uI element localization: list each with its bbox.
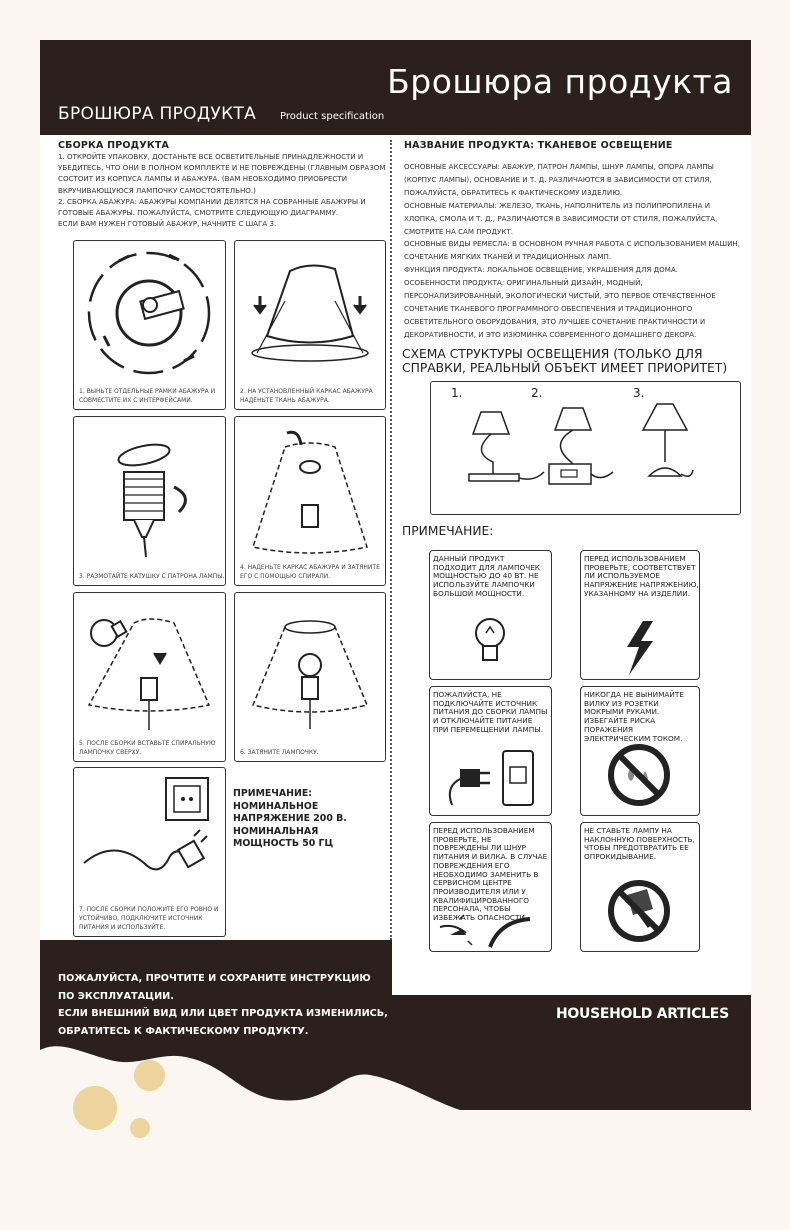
warning-box-6 bbox=[580, 822, 700, 952]
decor-dot-small bbox=[130, 1118, 150, 1138]
step-caption-2: 2. НА УСТАНОВЛЕННЫЙ КАРКАС АБАЖУРА НАДЕНЬТЕ ТКАНЬ АБАЖУРА. bbox=[240, 388, 373, 404]
warning-box-2 bbox=[580, 550, 700, 680]
footer-notice bbox=[58, 970, 388, 1040]
socket-illustration bbox=[74, 417, 224, 557]
step-caption-4: 4. НАДЕНЬТЕ КАРКАС АБАЖУРА И ЗАТЯНИТЕ ЕГО С ПОМОЩЬЮ СПИРАЛИ. bbox=[240, 564, 380, 580]
lamp-structure-illustration bbox=[431, 382, 739, 512]
step-caption-1: 1. ВЫНЬТЕ ОТДЕЛЬНЫЕ РАМКИ АБАЖУРА И СОВМЕСТИТЕ ИХ С ИНТЕРФЕЙСАМИ. bbox=[79, 388, 216, 404]
step-box-3 bbox=[73, 416, 226, 586]
scheme-number-1: 1. bbox=[451, 386, 463, 400]
page-title: Брошюра продукта bbox=[387, 62, 733, 101]
warning-box-5 bbox=[429, 822, 552, 952]
scheme-box bbox=[430, 381, 741, 515]
step-box-5 bbox=[73, 592, 226, 762]
plug-in-illustration bbox=[74, 768, 224, 908]
warning-text-1: ДАННЫЙ ПРОДУКТ ПОДХОДИТ ДЛЯ ЛАМПОЧЕК МОЩНОСТЬЮ ДО 40 ВТ. НЕ ИСПОЛЬЗУЙТЕ ЛАМПОЧКИ БОЛЬШОЙ МОЩНОСТИ. bbox=[433, 554, 540, 598]
scheme-heading: СХЕМА СТРУКТУРЫ ОСВЕЩЕНИЯ (ТОЛЬКО ДЛЯ СПРАВКИ, РЕАЛЬНЫЙ ОБЪЕКТ ИМЕЕТ ПРИОРИТЕТ) bbox=[402, 347, 728, 375]
assembly-para-3: ЕСЛИ ВАМ НУЖЕН ГОТОВЫЙ АБАЖУР, НАЧНИТЕ С ШАГА 3. bbox=[58, 219, 277, 229]
decor-dot-medium bbox=[134, 1060, 165, 1091]
tighten-bulb-illustration bbox=[235, 593, 385, 733]
step-caption-5: 5. ПОСЛЕ СБОРКИ ВСТАВЬТЕ СПИРАЛЬНУЮ ЛАМПОЧКУ СВЕРХУ. bbox=[79, 740, 216, 756]
footer-line-2: ЕСЛИ ВНЕШНИЙ ВИД ИЛИ ЦВЕТ ПРОДУКТА ИЗМЕНИЛИСЬ, ОБРАТИТЕСЬ К ФАКТИЧЕСКОМУ ПРОДУКТУ. bbox=[58, 1008, 388, 1037]
brochure-sheet bbox=[40, 40, 751, 1110]
shade-frame-illustration bbox=[235, 417, 385, 557]
footer-line-1: ПОЖАЛУЙСТА, ПРОЧТИТЕ И СОХРАНИТЕ ИНСТРУКЦИЮ ПО ЭКСПЛУАТАЦИИ. bbox=[58, 973, 371, 1002]
warning-text-2: ПЕРЕД ИСПОЛЬЗОВАНИЕМ ПРОВЕРЬТЕ, СООТВЕТСТВУЕТ ЛИ ИСПОЛЬЗУЕМОЕ НАПРЯЖЕНИЕ НАПРЯЖЕНИЮ, УКАЗАННОМУ НА ИЗДЕЛИИ. bbox=[584, 554, 699, 598]
decor-dot-large bbox=[73, 1086, 117, 1130]
assembly-para-1: 1. ОТКРОЙТЕ УПАКОВКУ, ДОСТАНЬТЕ ВСЕ ОСВЕТИТЕЛЬНЫЕ ПРИНАДЛЕЖНОСТИ И УБЕДИТЕСЬ, ЧТО ОНИ В ПОЛНОМ КОМПЛЕКТЕ И НЕ ПОВРЕЖДЕНЫ (ГЛАВНЫМ ОБРАЗОМ СОСТОИТ ИЗ КОРПУСА ЛАМПЫ И АБАЖУРА. (ВАМ НЕОБХОДИМО ПРИОБРЕСТИ ВКРУЧИВАЮЩУЮСЯ ЛАМПОЧКУ САМОСТОЯТЕЛЬНО.) bbox=[58, 152, 386, 195]
step-box-4 bbox=[234, 416, 386, 586]
warning-box-4 bbox=[580, 686, 700, 816]
sub-title: БРОШЮРА ПРОДУКТА bbox=[58, 104, 257, 124]
warning-text-3: ПОЖАЛУЙСТА, НЕ ПОДКЛЮЧАЙТЕ ИСТОЧНИК ПИТАНИЯ ДО СБОРКИ ЛАМПЫ И ОТКЛЮЧАЙТЕ ПИТАНИЕ ПРИ ПЕРЕМЕЩЕНИИ ЛАМПЫ. bbox=[433, 690, 548, 734]
step-box-7 bbox=[73, 767, 226, 937]
warning-text-4: НИКОГДА НЕ ВЫНИМАЙТЕ ВИЛКУ ИЗ РОЗЕТКИ МОКРЫМИ РУКАМИ. ИЗБЕГАЙТЕ РИСКА ПОРАЖЕНИЯ ЭЛЕКТРИЧЕСКИМ ТОКОМ. bbox=[584, 690, 684, 743]
product-para-3: ОСНОВНЫЕ ВИДЫ РЕМЕСЛА: В ОСНОВНОМ РУЧНАЯ РАБОТА С ИСПОЛЬЗОВАНИЕМ МАШИН, СОЧЕТАНИЕ МЯГКИХ ТКАНЕЙ И ТРАДИЦИОННЫХ ЛАМП. bbox=[404, 239, 741, 262]
scheme-number-3: 3. bbox=[633, 386, 645, 400]
step-caption-3: 3. РАЗМОТАЙТЕ КАТУШКУ С ПАТРОНА ЛАМПЫ. bbox=[79, 573, 225, 580]
step-box-6 bbox=[234, 592, 386, 762]
warning-box-1 bbox=[429, 550, 552, 680]
brand-label: HOUSEHOLD ARTICLES bbox=[556, 1006, 729, 1022]
warning-box-3 bbox=[429, 686, 552, 816]
step-box-2 bbox=[234, 240, 386, 410]
product-para-1: ОСНОВНЫЕ АКСЕССУАРЫ: АБАЖУР, ПАТРОН ЛАМПЫ, ШНУР ЛАМПЫ, ОПОРА ЛАМПЫ (КОРПУС ЛАМПЫ), ОСНОВАНИЕ И Т. Д. РАЗЛИЧАЮТСЯ В ЗАВИСИМОСТИ ОТ СТИЛЯ, ПОЖАЛУЙСТА, ОБРАТИТЕСЬ К ФАКТИЧЕСКОМУ ИЗДЕЛИЮ. bbox=[404, 162, 714, 197]
column-divider bbox=[390, 140, 392, 940]
insert-bulb-illustration bbox=[74, 593, 224, 733]
sub-title-en: Product specification bbox=[280, 111, 385, 122]
warnings-heading: ПРИМЕЧАНИЕ: bbox=[402, 524, 494, 538]
voltage-note: ПРИМЕЧАНИЕ: НОМИНАЛЬНОЕ НАПРЯЖЕНИЕ 200 В. НОМИНАЛЬНАЯ МОЩНОСТЬ 50 ГЦ bbox=[233, 788, 347, 849]
frame-rings-illustration bbox=[74, 241, 224, 381]
scheme-number-2: 2. bbox=[531, 386, 543, 400]
product-para-4: ФУНКЦИЯ ПРОДУКТА: ЛОКАЛЬНОЕ ОСВЕЩЕНИЕ, УКРАШЕНИЯ ДЛЯ ДОМА. bbox=[404, 265, 678, 275]
step-caption-7: 7. ПОСЛЕ СБОРКИ ПОЛОЖИТЕ ЕГО РОВНО И УСТОЙЧИВО, ПОДКЛЮЧИТЕ ИСТОЧНИК ПИТАНИЯ И ИСПОЛЬЗУЙТЕ. bbox=[79, 906, 219, 931]
warning-text-6: НЕ СТАВЬТЕ ЛАМПУ НА НАКЛОННУЮ ПОВЕРХНОСТЬ, ЧТОБЫ ПРЕДОТВРАТИТЬ ЕЕ ОПРОКИДЫВАНИЕ. bbox=[584, 826, 695, 862]
step-caption-6: 6. ЗАТЯНИТЕ ЛАМПОЧКУ. bbox=[240, 749, 319, 756]
warning-text-5: ПЕРЕД ИСПОЛЬЗОВАНИЕМ ПРОВЕРЬТЕ, НЕ ПОВРЕЖДЕНЫ ЛИ ШНУР ПИТАНИЯ И ВИЛКА. В СЛУЧАЕ ПОВРЕЖДЕНИЯ ЕГО НЕОБХОДИМО ЗАМЕНИТЬ В СЕРВИСНОМ ЦЕНТРЕ ПРОИЗВОДИТЕЛЯ ИЛИ У КВАЛИФИЦИРОВАННОГО ПЕРСОНАЛА, ЧТОБЫ ИЗБЕЖАТЬ ОПАСНОСТИ. bbox=[433, 826, 548, 923]
step-box-1 bbox=[73, 240, 226, 410]
assembly-heading: СБОРКА ПРОДУКТА bbox=[58, 140, 170, 151]
product-heading: НАЗВАНИЕ ПРОДУКТА: ТКАНЕВОЕ ОСВЕЩЕНИЕ bbox=[404, 140, 673, 151]
product-para-2: ОСНОВНЫЕ МАТЕРИАЛЫ: ЖЕЛЕЗО, ТКАНЬ, НАПОЛНИТЕЛЬ ИЗ ПОЛИПРОПИЛЕНА И ХЛОПКА, СМОЛА И Т. Д., РАЗЛИЧАЮТСЯ В ЗАВИСИМОСТИ ОТ СТИЛЯ, ПОЖАЛУЙСТА, СМОТРИТЕ НА САМ ПРОДУКТ. bbox=[404, 200, 718, 236]
shade-fabric-illustration bbox=[235, 241, 385, 381]
assembly-section bbox=[58, 140, 388, 229]
product-para-5: ОСОБЕННОСТИ ПРОДУКТА: ОРИГИНАЛЬНЫЙ ДИЗАЙН, МОДНЫЙ, ПЕРСОНАЛИЗИРОВАННЫЙ, ЭКОЛОГИЧЕСКИ ЧИСТЫЙ, ЭТО ПЕРВОЕ ОТЕЧЕСТВЕННОЕ СОЧЕТАНИЕ ТКАНЕВОГО ПРОГРАММНОГО ОБЕСПЕЧЕНИЯ И ТРАДИЦИОННОГО ОСВЕТИТЕЛЬНОГО ОБОРУДОВАНИЯ, ЭТО ЛУЧШЕЕ СОЧЕТАНИЕ ПРАКТИЧНОСТИ И ДЕКОРАТИВНОСТИ, И ЭТО ИЗЮМИНКА СОВРЕМЕННОГО ДОМАШНЕГО ДЕКОРА. bbox=[404, 278, 716, 339]
assembly-para-2: 2. СБОРКА АБАЖУРА: АБАЖУРЫ КОМПАНИИ ДЕЛЯТСЯ НА СОБРАННЫЕ АБАЖУРЫ И ГОТОВЫЕ АБАЖУРЫ. ПОЖАЛУЙСТА, СМОТРИТЕ СЛЕДУЮЩУЮ ДИАГРАММУ. bbox=[58, 196, 366, 218]
product-section bbox=[404, 140, 744, 342]
